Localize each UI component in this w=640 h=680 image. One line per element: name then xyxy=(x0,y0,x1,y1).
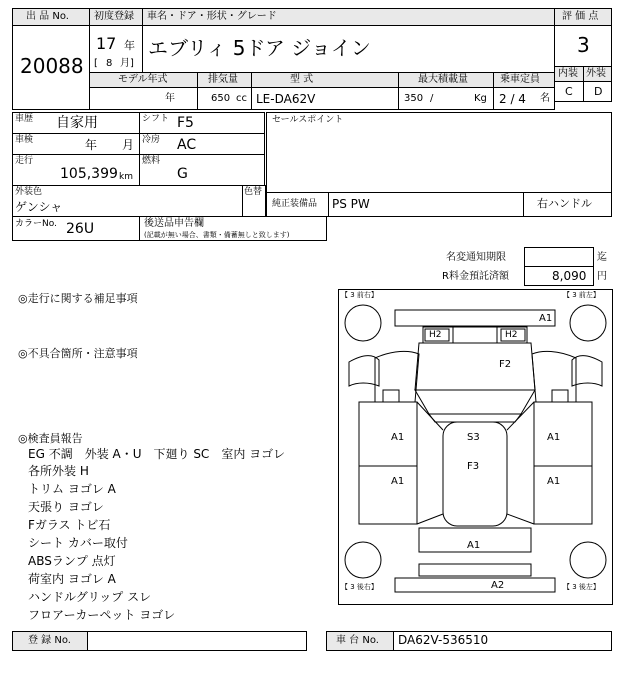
inspector-line: シート カバー取付 xyxy=(28,536,128,550)
history-value: 自家用 xyxy=(56,115,98,131)
first-reg-year-unit: 年 xyxy=(124,39,135,52)
mileage-value: 105,399 xyxy=(60,166,118,182)
color-change-label: 色替 xyxy=(244,187,263,197)
inspector-line: Fガラス トビ石 xyxy=(28,518,111,532)
mileage-label: 走行 xyxy=(15,156,34,166)
history-label: 車歴 xyxy=(15,114,34,124)
handle-value: 右ハンドル xyxy=(537,197,592,210)
shaken-label: 車検 xyxy=(15,135,34,145)
defects-label: ◎不具合箇所・注意事項 xyxy=(18,347,138,360)
load-value: 350 xyxy=(404,93,424,104)
recycle-unit: 円 xyxy=(597,271,607,282)
mark-roof: S3 xyxy=(467,432,480,443)
color-value: ゲンシャ xyxy=(15,200,63,214)
post-label: 後送品申告欄 xyxy=(144,218,204,229)
driving-notes-label: ◎走行に関する補足事項 xyxy=(18,292,138,305)
recycle-label: R料金預託済額 xyxy=(442,271,509,282)
exterior-label: 外装 xyxy=(586,68,606,79)
model-year-unit: 年 xyxy=(165,93,175,104)
type-value: LE-DA62V xyxy=(256,92,316,106)
tire-front-right: 【 3 前右】 xyxy=(341,291,378,299)
color-no-value: 26U xyxy=(66,221,95,237)
inspector-line: フロアーカーペット ヨゴレ xyxy=(28,608,176,622)
lot-label: 出 品 No. xyxy=(26,11,69,22)
car-name-label: 車名・ドア・形状・グレード xyxy=(147,11,277,22)
load-sep: / xyxy=(430,93,434,104)
mark-rear-gate: A1 xyxy=(467,540,481,551)
mark-front-bumper: A1 xyxy=(539,313,553,324)
lot-number: 20088 xyxy=(20,54,84,78)
tire-front-left: 【 3 前左】 xyxy=(563,291,600,299)
shift-value: F5 xyxy=(177,115,194,131)
shaken-year: 年 xyxy=(85,138,98,152)
mark-rear-door-left: A1 xyxy=(547,476,561,487)
inspector-line: 荷室内 ヨゴレ A xyxy=(28,572,116,586)
ac-value: AC xyxy=(177,137,197,153)
inspector-report-label: ◎検査員報告 xyxy=(18,432,83,445)
mark-rear-door-right: A1 xyxy=(391,476,405,487)
inspector-line: ABSランプ 点灯 xyxy=(28,554,116,568)
cc-unit: cc xyxy=(236,93,247,104)
mark-front-door-left: A1 xyxy=(547,432,561,443)
first-reg-month-open: [ xyxy=(94,58,98,69)
tire-rear-right: 【 3 後右】 xyxy=(341,583,378,591)
name-change-unit: 迄 xyxy=(597,252,607,263)
fuel-label: 燃料 xyxy=(142,156,161,166)
load-unit: Kg xyxy=(474,93,487,104)
fuel-value: G xyxy=(177,166,188,182)
car-name: エブリィ 5ドア ジョイン xyxy=(148,36,371,60)
shift-label: シフト xyxy=(142,114,170,124)
mark-front-door-right: A1 xyxy=(391,432,405,443)
mark-headlight-right: H2 xyxy=(429,330,442,340)
inspector-line: 天張り ヨゴレ xyxy=(28,500,104,514)
model-year-cell xyxy=(89,87,198,110)
color-label: 外装色 xyxy=(15,187,43,197)
post-note: (記載が無い場合、書類・備蓄無しと致します) xyxy=(144,231,290,239)
inspector-line: ハンドルグリップ スレ xyxy=(28,590,152,604)
equipment-label: 純正装備品 xyxy=(272,199,318,209)
first-reg-month-unit: 月] xyxy=(120,58,134,69)
inspector-line: トリム ヨゴレ A xyxy=(28,482,116,496)
load-label: 最大積載量 xyxy=(418,74,468,85)
mark-headlight-left: H2 xyxy=(505,330,518,340)
ac-label: 冷房 xyxy=(142,135,161,145)
chassis-label: 車 台 No. xyxy=(336,635,379,646)
interior-score: C xyxy=(565,85,573,98)
car-diagram xyxy=(338,289,613,605)
color-no-label: カラーNo. xyxy=(15,219,57,229)
mark-roof-glass: F3 xyxy=(467,461,480,472)
capacity-unit: 名 xyxy=(540,93,550,104)
grade-score: 3 xyxy=(577,33,590,57)
recycle-value: 8,090 xyxy=(552,269,587,283)
equipment-value: PS PW xyxy=(332,197,370,211)
sales-point-label: セールスポイント xyxy=(272,115,344,125)
inspector-line: 各所外装 H xyxy=(28,464,89,478)
reg-label: 登 録 No. xyxy=(28,635,71,646)
first-reg-month: 8 xyxy=(106,58,113,69)
shaken-month: 月 xyxy=(122,138,135,152)
first-reg-label: 初度登録 xyxy=(94,11,134,22)
car-outline-drawing xyxy=(339,290,612,604)
mark-rear-bumper: A2 xyxy=(491,580,505,591)
reg-cell xyxy=(87,631,307,651)
chassis-number: DA62V-536510 xyxy=(398,633,489,647)
name-change-label: 名変通知期限 xyxy=(446,252,506,263)
type-label: 型 式 xyxy=(290,74,314,85)
name-change-cell xyxy=(524,247,594,267)
grade-label: 評 価 点 xyxy=(562,11,599,22)
capacity-value: 2 / 4 xyxy=(499,92,526,106)
mark-hood: F2 xyxy=(499,359,512,370)
capacity-label: 乗車定員 xyxy=(500,74,540,85)
tire-rear-left: 【 3 後左】 xyxy=(563,583,600,591)
cc-label: 排気量 xyxy=(208,74,238,85)
inspector-line: EG 不調 外装 A・U 下廻り SC 室内 ヨゴレ xyxy=(28,447,286,461)
interior-label: 内装 xyxy=(558,68,578,79)
first-reg-year: 17 xyxy=(96,34,117,53)
mileage-unit: km xyxy=(119,172,133,182)
type-label-cell xyxy=(251,72,399,88)
cc-value: 650 xyxy=(211,93,231,104)
exterior-score: D xyxy=(594,85,603,98)
model-year-label: モデル年式 xyxy=(118,74,168,85)
